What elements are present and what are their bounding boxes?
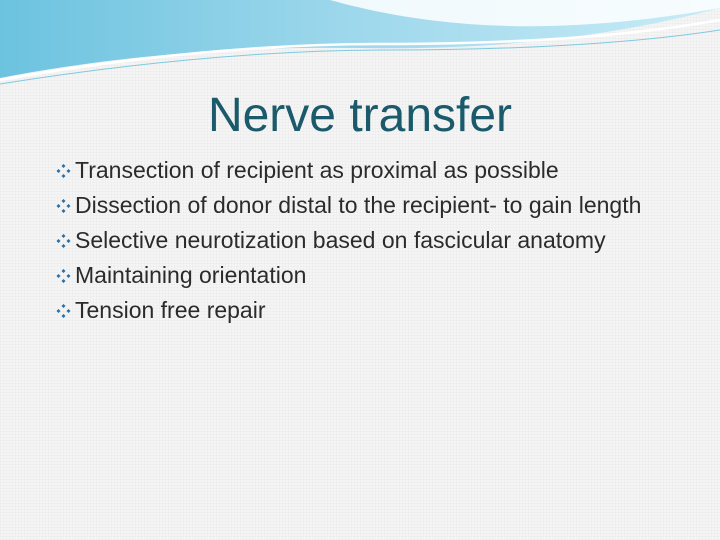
bullet-text: Maintaining orientation <box>75 262 307 288</box>
slide-title: Nerve transfer <box>207 89 513 142</box>
bullet-item <box>56 225 676 255</box>
bullet-item <box>56 295 676 325</box>
bullet-text: Tension free repair <box>75 297 266 323</box>
diamond-quad-bullet-icon <box>56 234 71 248</box>
bullet-item <box>56 190 676 220</box>
bullet-text: Selective neurotization based on fascicular anatomy <box>75 227 606 253</box>
diamond-quad-bullet-icon <box>56 304 71 318</box>
bullet-item <box>56 155 676 185</box>
diamond-quad-bullet-icon <box>56 269 71 283</box>
bullet-text: Dissection of donor distal to the recipient- to gain length <box>75 192 642 218</box>
diamond-quad-bullet-icon <box>56 164 71 178</box>
bullet-item <box>56 260 676 290</box>
header-wave-decoration <box>0 0 720 90</box>
diamond-quad-bullet-icon <box>56 199 71 213</box>
bullet-list <box>56 155 676 330</box>
bullet-text: Transection of recipient as proximal as possible <box>75 157 559 183</box>
